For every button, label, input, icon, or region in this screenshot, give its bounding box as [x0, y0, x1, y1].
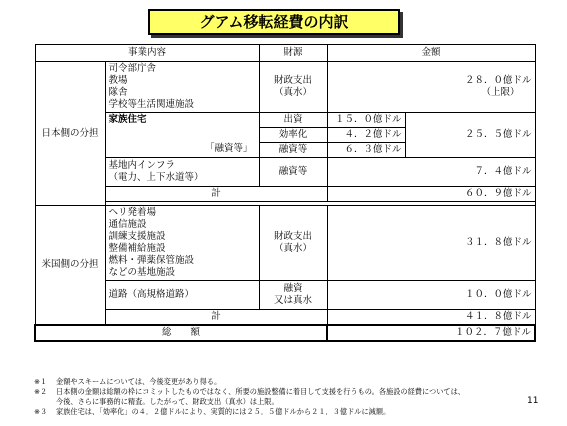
subtotal-row [35, 310, 535, 326]
header-source: 財源 [259, 45, 327, 62]
grand-total-amount: １０２．７億ドル [327, 325, 535, 341]
note: ※３ 家族住宅は、「効率化」の４．２億ドルにより、実質的には２５．５億ドルから２１．３億ドルに減額。 [34, 407, 391, 416]
source-text: 財政支出 [274, 75, 313, 86]
list-item: 司令部庁舎 [108, 63, 157, 74]
page-title: グアム移転経費の内訳 [148, 9, 400, 35]
amount-note: （上限） [481, 87, 520, 98]
grand-total-label: 総 額 [35, 325, 327, 341]
list-item: （電力、上下水道等） [108, 172, 204, 183]
source-text: 出資 [259, 113, 327, 128]
grand-total-row [35, 325, 535, 341]
us-group-label: 米国側の分担 [35, 206, 105, 326]
page-number: 11 [527, 396, 539, 406]
list-item: ヘリ発着場 [108, 207, 157, 218]
list-item: 学校等生活関連施設 [108, 99, 195, 110]
amount: ７．４億ドル [327, 158, 535, 187]
yushi-label: 「融資等」 [205, 143, 253, 154]
list-item: 基地内インフラ [108, 160, 176, 171]
list-item: 燃料・弾薬保管施設 [108, 255, 195, 266]
header-amount: 金額 [327, 45, 535, 62]
amount: ６．３億ドル [327, 143, 405, 158]
list-item: 訓練支援施設 [108, 231, 166, 242]
source-text: 効率化 [259, 128, 327, 143]
source-text: （真水） [274, 87, 313, 98]
table-row [35, 281, 535, 310]
source-text: 財政支出 [274, 231, 313, 242]
table-row [35, 113, 535, 128]
note: ※２ 日本側の金額は総額の枠にコミットしたものではなく、所要の施設整備に着目して支援を行うもの。各施設の経費については、 [34, 387, 465, 396]
notes [34, 377, 534, 417]
subtotal-label: 計 [105, 310, 327, 326]
source-text: 融資等 [259, 158, 327, 187]
subtotal-label: 計 [105, 187, 327, 202]
note: 今後、さらに事務的に精査。したがって、財政支出（真水）は上限。 [56, 397, 279, 406]
source-text: 又は真水 [274, 295, 313, 306]
subtotal-amount: ６０．９億ドル [327, 187, 535, 202]
amount: １０．０億ドル [327, 281, 535, 310]
family-total: ２５．５億ドル [405, 113, 535, 158]
list-item: 通信施設 [108, 219, 147, 230]
table-row [35, 62, 535, 113]
amount: ４．２億ドル [327, 128, 405, 143]
header-content: 事業内容 [35, 45, 259, 62]
table-header [35, 45, 535, 62]
family-housing-label: 家族住宅 [108, 114, 147, 125]
list-item: 教場 [108, 75, 128, 86]
source-text: （真水） [274, 243, 313, 254]
table-row [35, 158, 535, 187]
list-item: 隊舎 [108, 87, 128, 98]
cost-table [34, 44, 534, 342]
japan-group-label: 日本側の分担 [35, 62, 105, 206]
amount: ３１．８億ドル [327, 206, 535, 281]
road-label: 道路（高規格道路） [105, 281, 259, 310]
subtotal-row [35, 187, 535, 202]
amount: １５．０億ドル [327, 113, 405, 128]
note: ※１ 金額やスキームについては、今後変更があり得る。 [34, 377, 222, 386]
table-row [35, 206, 535, 281]
subtotal-amount: ４１．８億ドル [327, 310, 535, 326]
amount: ２８．０億ドル [465, 75, 532, 86]
source-text: 融資等 [259, 143, 327, 158]
list-item: 整備補給施設 [108, 243, 166, 254]
source-text: 融資 [283, 283, 303, 294]
list-item: などの基地施設 [108, 267, 176, 278]
